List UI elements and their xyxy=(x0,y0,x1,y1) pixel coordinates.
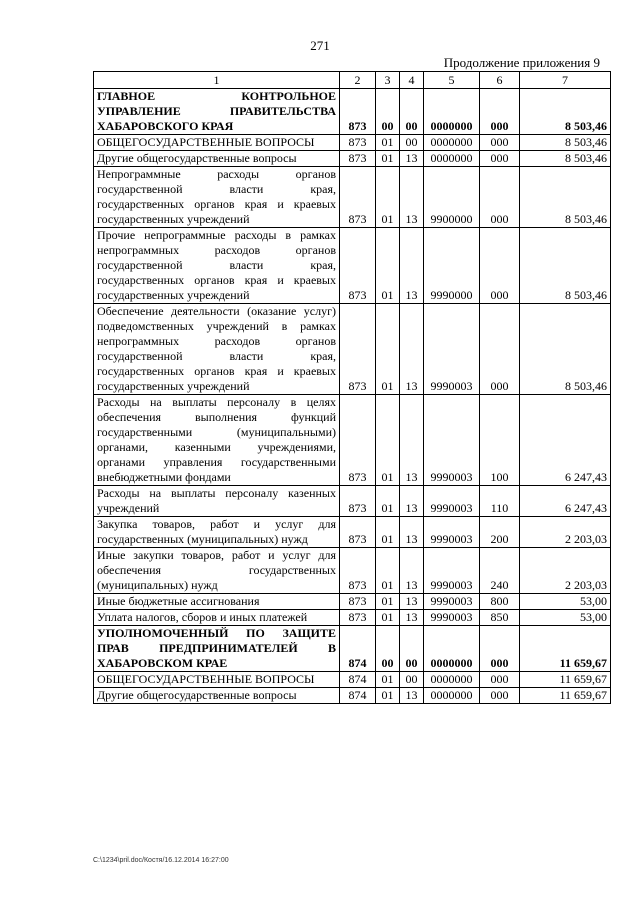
table-row xyxy=(94,395,611,486)
row-code-admin: 874 xyxy=(340,626,376,672)
row-code-subsection: 13 xyxy=(400,151,424,167)
row-code-expense-type: 000 xyxy=(480,626,520,672)
row-code-target: 0000000 xyxy=(424,626,480,672)
row-code-subsection: 13 xyxy=(400,486,424,517)
row-code-section: 01 xyxy=(376,395,400,486)
table-row xyxy=(94,228,611,304)
table-row xyxy=(94,135,611,151)
row-code-section: 01 xyxy=(376,151,400,167)
row-code-expense-type: 850 xyxy=(480,610,520,626)
row-code-section: 01 xyxy=(376,688,400,704)
row-code-admin: 873 xyxy=(340,610,376,626)
table-row xyxy=(94,610,611,626)
row-code-admin: 873 xyxy=(340,517,376,548)
table-row xyxy=(94,548,611,594)
row-code-expense-type: 000 xyxy=(480,672,520,688)
row-code-section: 01 xyxy=(376,304,400,395)
row-code-subsection: 00 xyxy=(400,672,424,688)
column-header: 3 xyxy=(376,72,400,89)
row-name: Другие общегосударственные вопросы xyxy=(94,688,340,704)
row-code-subsection: 00 xyxy=(400,89,424,135)
table-row xyxy=(94,167,611,228)
row-code-target: 0000000 xyxy=(424,688,480,704)
row-code-expense-type: 200 xyxy=(480,517,520,548)
row-name: Непрограммные расходы органов государственной власти края, государственных органов края и краевых государственных учреждений xyxy=(94,167,340,228)
table-row xyxy=(94,151,611,167)
row-name: Расходы на выплаты персоналу в целях обеспечения выполнения функций государственными (муниципальными) органами, казенными учреждениями, органами управления государственными внебюджетными фондами xyxy=(94,395,340,486)
table-row xyxy=(94,517,611,548)
row-code-target: 9900000 xyxy=(424,167,480,228)
table-row xyxy=(94,89,611,135)
row-code-expense-type: 000 xyxy=(480,135,520,151)
row-code-subsection: 00 xyxy=(400,135,424,151)
row-code-section: 01 xyxy=(376,135,400,151)
row-name: ГЛАВНОЕ КОНТРОЛЬНОЕ УПРАВЛЕНИЕ ПРАВИТЕЛЬСТВА ХАБАРОВСКОГО КРАЯ xyxy=(94,89,340,135)
row-code-section: 01 xyxy=(376,486,400,517)
row-code-admin: 873 xyxy=(340,395,376,486)
row-code-target: 0000000 xyxy=(424,135,480,151)
row-code-expense-type: 000 xyxy=(480,304,520,395)
row-amount: 8 503,46 xyxy=(520,228,611,304)
table-row xyxy=(94,626,611,672)
row-amount: 6 247,43 xyxy=(520,395,611,486)
row-code-target: 9990003 xyxy=(424,486,480,517)
row-name: ОБЩЕГОСУДАРСТВЕННЫЕ ВОПРОСЫ xyxy=(94,672,340,688)
row-code-expense-type: 240 xyxy=(480,548,520,594)
row-code-admin: 873 xyxy=(340,135,376,151)
row-code-admin: 873 xyxy=(340,304,376,395)
row-code-section: 00 xyxy=(376,626,400,672)
table-row xyxy=(94,486,611,517)
row-code-section: 01 xyxy=(376,167,400,228)
row-code-subsection: 13 xyxy=(400,610,424,626)
row-code-subsection: 13 xyxy=(400,594,424,610)
row-code-target: 9990000 xyxy=(424,228,480,304)
row-name: ОБЩЕГОСУДАРСТВЕННЫЕ ВОПРОСЫ xyxy=(94,135,340,151)
row-code-section: 01 xyxy=(376,594,400,610)
row-code-target: 9990003 xyxy=(424,594,480,610)
row-code-section: 01 xyxy=(376,228,400,304)
row-code-section: 01 xyxy=(376,548,400,594)
row-name: УПОЛНОМОЧЕННЫЙ ПО ЗАЩИТЕ ПРАВ ПРЕДПРИНИМАТЕЛЕЙ В ХАБАРОВСКОМ КРАЕ xyxy=(94,626,340,672)
row-name: Закупка товаров, работ и услуг для государственных (муниципальных) нужд xyxy=(94,517,340,548)
row-code-target: 0000000 xyxy=(424,672,480,688)
row-name: Расходы на выплаты персоналу казенных учреждений xyxy=(94,486,340,517)
table-row xyxy=(94,688,611,704)
row-code-admin: 873 xyxy=(340,486,376,517)
budget-table xyxy=(93,71,611,704)
row-name: Иные бюджетные ассигнования xyxy=(94,594,340,610)
row-amount: 8 503,46 xyxy=(520,89,611,135)
row-code-expense-type: 100 xyxy=(480,395,520,486)
row-amount: 11 659,67 xyxy=(520,626,611,672)
row-code-subsection: 13 xyxy=(400,688,424,704)
row-code-section: 01 xyxy=(376,517,400,548)
row-code-admin: 873 xyxy=(340,228,376,304)
row-code-expense-type: 800 xyxy=(480,594,520,610)
row-amount: 8 503,46 xyxy=(520,167,611,228)
table-row xyxy=(94,594,611,610)
row-code-subsection: 13 xyxy=(400,228,424,304)
row-code-target: 0000000 xyxy=(424,89,480,135)
row-code-expense-type: 000 xyxy=(480,688,520,704)
continuation-label: Продолжение приложения 9 xyxy=(443,55,600,70)
row-code-expense-type: 000 xyxy=(480,228,520,304)
row-code-admin: 874 xyxy=(340,672,376,688)
row-name: Другие общегосударственные вопросы xyxy=(94,151,340,167)
row-code-admin: 873 xyxy=(340,151,376,167)
row-amount: 8 503,46 xyxy=(520,151,611,167)
column-header: 4 xyxy=(400,72,424,89)
row-code-subsection: 13 xyxy=(400,395,424,486)
row-code-target: 0000000 xyxy=(424,151,480,167)
row-code-section: 00 xyxy=(376,89,400,135)
row-code-expense-type: 000 xyxy=(480,167,520,228)
row-code-subsection: 13 xyxy=(400,548,424,594)
row-amount: 8 503,46 xyxy=(520,304,611,395)
row-amount: 8 503,46 xyxy=(520,135,611,151)
row-code-subsection: 00 xyxy=(400,626,424,672)
row-code-target: 9990003 xyxy=(424,304,480,395)
row-code-subsection: 13 xyxy=(400,304,424,395)
row-code-section: 01 xyxy=(376,610,400,626)
row-name: Иные закупки товаров, работ и услуг для обеспечения государственных (муниципальных) нужд xyxy=(94,548,340,594)
row-code-target: 9990003 xyxy=(424,610,480,626)
row-code-admin: 873 xyxy=(340,167,376,228)
row-code-admin: 873 xyxy=(340,89,376,135)
row-code-subsection: 13 xyxy=(400,167,424,228)
row-amount: 11 659,67 xyxy=(520,688,611,704)
row-code-target: 9990003 xyxy=(424,548,480,594)
row-code-admin: 873 xyxy=(340,594,376,610)
row-name: Обеспечение деятельности (оказание услуг) подведомственных учреждений в рамках непрограммных расходов органов государственной власти края, государственных органов края и краевых государственных учреждений xyxy=(94,304,340,395)
column-header: 7 xyxy=(520,72,611,89)
column-header: 6 xyxy=(480,72,520,89)
row-code-target: 9990003 xyxy=(424,517,480,548)
table-row xyxy=(94,304,611,395)
row-code-subsection: 13 xyxy=(400,517,424,548)
table-row xyxy=(94,672,611,688)
row-amount: 53,00 xyxy=(520,594,611,610)
row-code-expense-type: 110 xyxy=(480,486,520,517)
column-header: 2 xyxy=(340,72,376,89)
row-amount: 2 203,03 xyxy=(520,548,611,594)
row-code-admin: 874 xyxy=(340,688,376,704)
row-name: Уплата налогов, сборов и иных платежей xyxy=(94,610,340,626)
row-name: Прочие непрограммные расходы в рамках непрограммных расходов органов государственной власти края, государственных органов края и краевых государственных учреждений xyxy=(94,228,340,304)
header-row xyxy=(94,72,611,89)
row-amount: 53,00 xyxy=(520,610,611,626)
column-header: 1 xyxy=(94,72,340,89)
row-amount: 2 203,03 xyxy=(520,517,611,548)
row-code-target: 9990003 xyxy=(424,395,480,486)
row-code-section: 01 xyxy=(376,672,400,688)
row-code-expense-type: 000 xyxy=(480,89,520,135)
row-code-expense-type: 000 xyxy=(480,151,520,167)
row-code-admin: 873 xyxy=(340,548,376,594)
row-amount: 11 659,67 xyxy=(520,672,611,688)
page-number: 271 xyxy=(310,38,330,53)
column-header: 5 xyxy=(424,72,480,89)
row-amount: 6 247,43 xyxy=(520,486,611,517)
file-path-footer: C:\1234\pril.doc/Костя/16.12.2014 16:27:00 xyxy=(93,857,229,864)
